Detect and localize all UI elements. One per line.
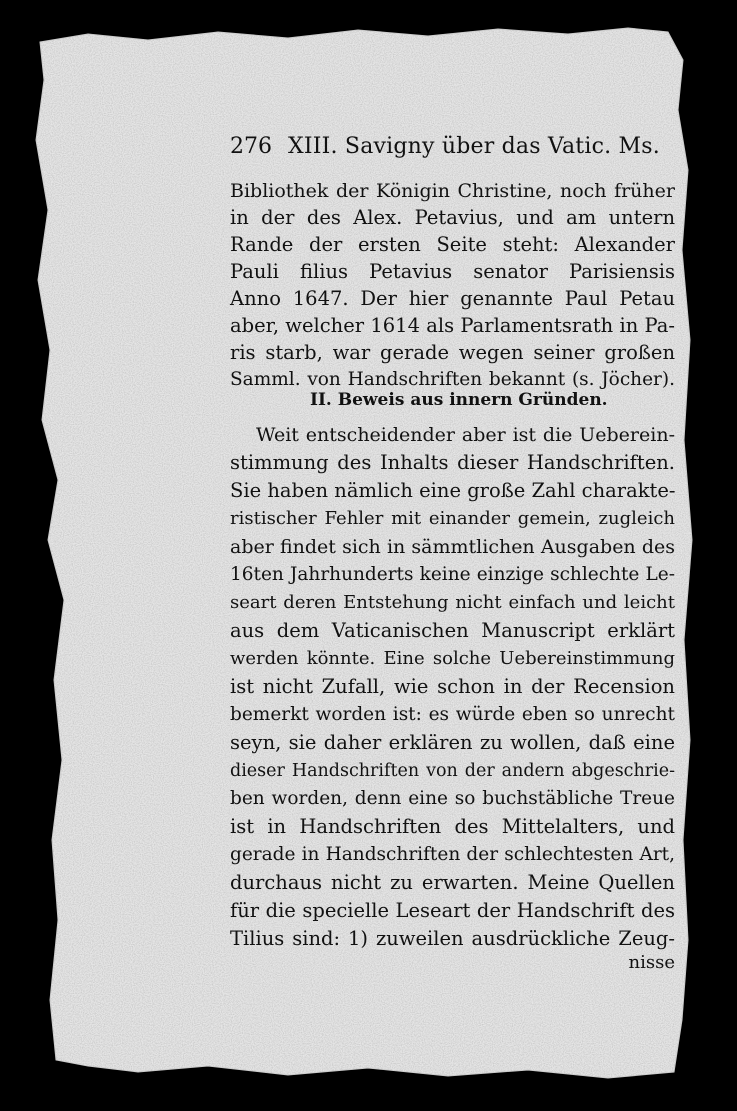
page-number: 276: [230, 134, 272, 159]
text-line: aber, welcher 1614 als Parlamentsrath in Pa-: [230, 314, 675, 337]
text-line: Bibliothek der Königin Christine, noch früher: [230, 180, 675, 202]
text-line: seart deren Entstehung nicht einfach und leicht: [230, 592, 675, 613]
text-line: seyn, sie daher erklären zu wollen, daß eine: [230, 731, 675, 754]
text-line: Sie haben nämlich eine große Zahl charakte-: [230, 479, 676, 502]
text-line: Pauli filius Petavius senator Parisiensis: [230, 260, 675, 283]
text-line: dieser Handschriften von der andern abgeschrie-: [230, 761, 675, 781]
text-line: ris starb, war gerade wegen seiner großen: [230, 341, 675, 364]
text-line: Tilius sind: 1) zuweilen ausdrückliche Zeug-: [230, 927, 675, 950]
page-sheet: [28, 20, 696, 1088]
text-line: werden könnte. Eine solche Uebereinstimmung: [230, 648, 675, 669]
text-line: gerade in Handschriften der schlechtesten Art,: [230, 844, 675, 865]
running-head-title: XIII. Savigny über das Vatic. Ms.: [288, 134, 660, 159]
text-line: ristischer Fehler mit einander gemein, zugleich: [230, 508, 675, 529]
text-line: aus dem Vaticanischen Manuscript erklärt: [230, 619, 675, 642]
section-heading: II. Beweis aus innern Gründen.: [310, 390, 608, 410]
text-line: Anno 1647. Der hier genannte Paul Petau: [230, 287, 675, 310]
text-line: Samml. von Handschriften bekannt (s. Jöcher).: [230, 369, 675, 390]
text-line: ben worden, denn eine so buchstäbliche Treue: [230, 788, 675, 809]
text-line: Rande der ersten Seite steht: Alexander: [230, 233, 675, 256]
text-line: durchaus nicht zu erwarten. Meine Quellen: [230, 871, 675, 894]
text-line: stimmung des Inhalts dieser Handschriften.: [230, 451, 675, 474]
text-line: Weit entscheidender aber ist die Ueberein-: [256, 424, 675, 446]
running-head: [230, 130, 675, 164]
text-line: 16ten Jahrhunderts keine einzige schlechte Le-: [230, 564, 675, 585]
text-line: für die specielle Leseart der Handschrift des: [230, 899, 675, 922]
text-line: in der des Alex. Petavius, und am untern: [230, 206, 675, 229]
catchword: nisse: [628, 952, 675, 973]
text-line: aber findet sich in sämmtlichen Ausgaben des: [230, 536, 675, 558]
text-line: ist nicht Zufall, wie schon in der Recension: [230, 675, 675, 698]
text-line: ist in Handschriften des Mittelalters, und: [230, 815, 675, 838]
text-line: bemerkt worden ist: es würde eben so unrecht: [230, 704, 675, 725]
